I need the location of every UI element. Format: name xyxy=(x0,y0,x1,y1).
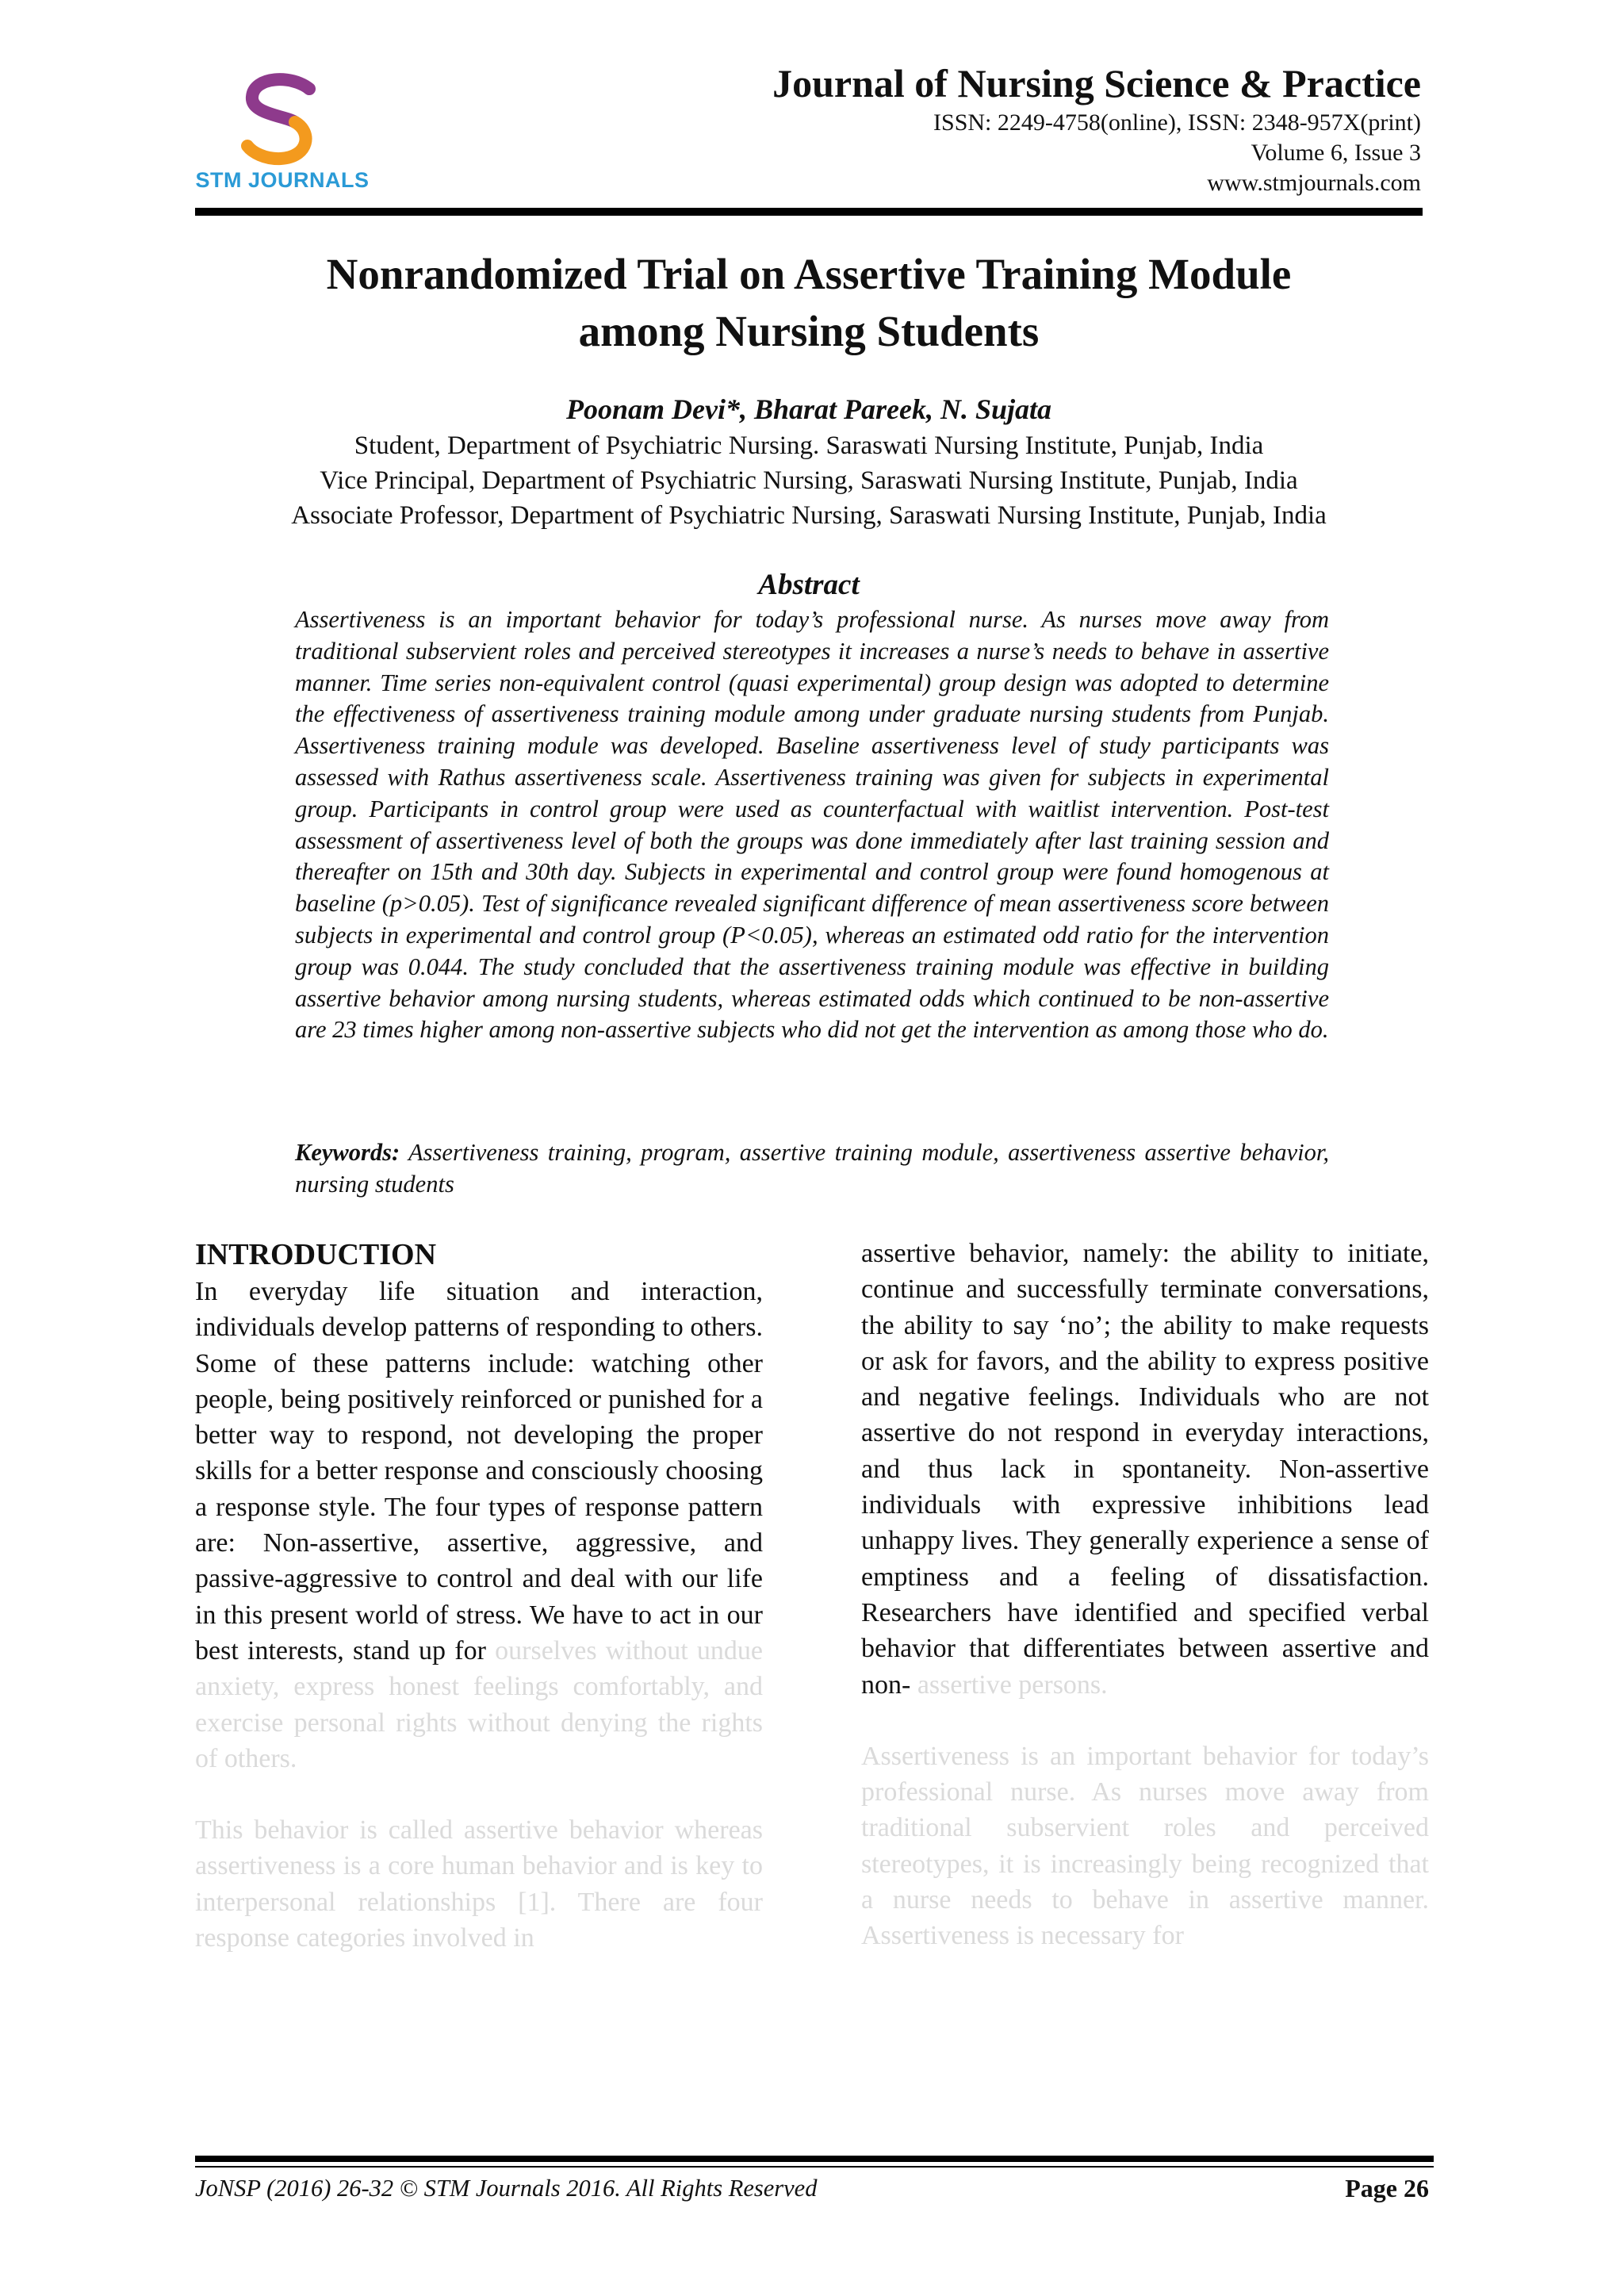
journal-header xyxy=(772,59,1421,198)
abstract-text: Assertiveness is an important behavior for today’s professional nurse. As nurses move away from traditional subservient roles and perceived stereotypes it increases a nurse’s needs to behave in assertive manner. Time series non-equivalent control (quasi experimental) group design was adopted to determine the effectiveness of assertiveness training module among under graduate nursing students from Punjab. Assertiveness training module was developed. Baseline assertiveness level of study participants was assessed with Rathus assertiveness scale. Assertiveness training was given for subjects in experimental group. Participants in control group were used as counterfactual with waitlist intervention. Post-test assessment of assertiveness level of both the groups was done immediately after last training session and thereafter on 15th and 30th day. Subjects in experimental and control group were found homogenous at baseline (p>0.05). Test of significance revealed significant difference of mean assertiveness score between subjects in experimental and control group (P<0.05), whereas an estimated odd ratio for the intervention group was 0.044. The study concluded that the assertiveness training module was effective in building assertive behavior among nursing students, whereas estimated odds which continued to be non-assertive are 23 times higher among non-assertive subjects who did not get the intervention as among those who do. xyxy=(295,606,1329,1044)
left-column xyxy=(195,1236,763,1956)
paper-title-line-2: among Nursing Students xyxy=(578,307,1040,355)
affiliation-3: Associate Professor, Department of Psychiatric Nursing, Saraswati Nursing Institute, Punjab, India xyxy=(291,501,1327,530)
footer-rule xyxy=(195,2156,1434,2162)
journal-website[interactable]: www.stmjournals.com xyxy=(1207,170,1421,196)
journal-title: Journal of Nursing Science & Practice xyxy=(772,61,1421,105)
intro-paragraph-1-faded: ourselves without undue anxiety, express honest feelings comfortably, and exercise personal rights without denying the rights of others. xyxy=(195,1635,763,1773)
affiliation-2: Vice Principal, Department of Psychiatric Nursing, Saraswati Nursing Institute, Punjab, India xyxy=(320,466,1298,495)
intro-paragraph-4-faded: Assertiveness is an important behavior for today’s professional nurse. As nurses move away from traditional subservient roles and perceived stereotypes, it is increasingly being recognized that a nurse needs to behave in assertive manner. Assertiveness is necessary for xyxy=(861,1741,1429,1951)
page-number: Page 26 xyxy=(1345,2174,1429,2202)
intro-paragraph-1 xyxy=(195,1274,763,1777)
intro-paragraph-3 xyxy=(861,1236,1429,1703)
stm-s-logo-icon xyxy=(236,73,328,167)
header-rule xyxy=(195,208,1423,216)
journal-volume: Volume 6, Issue 3 xyxy=(1251,140,1421,166)
paper-title xyxy=(195,246,1423,360)
right-faded-block xyxy=(861,1738,1429,1954)
keywords xyxy=(295,1137,1329,1201)
keywords-label: Keywords: xyxy=(295,1139,400,1166)
paper-title-line-1: Nonrandomized Trial on Assertive Training Module xyxy=(326,250,1292,298)
intro-paragraph-2-faded: This behavior is called assertive behavior whereas assertiveness is a core human behavior and is key to interpersonal relationships [1]. There are four response categories involved in xyxy=(195,1815,763,1953)
intro-paragraph-3-faded: assertive persons. xyxy=(917,1669,1108,1700)
logo-text: STM JOURNALS xyxy=(195,168,370,192)
left-faded-block xyxy=(195,1812,763,1956)
footer-citation: JoNSP (2016) 26-32 © STM Journals 2016. All Rights Reserved xyxy=(195,2175,818,2202)
right-column xyxy=(861,1236,1429,1954)
introduction-heading: INTRODUCTION xyxy=(195,1238,437,1271)
intro-paragraph-3-visible: assertive behavior, namely: the ability to initiate, continue and successfully terminate conversations, the ability to say ‘no’; the ability to make requests or ask for favors, and the ability to express positive and negative feelings. Individuals who are not assertive do not respond in everyday interactions, and thus lack in spontaneity. Non-assertive individuals with expressive inhibitions lead unhappy lives. They generally experience a sense of emptiness and a feeling of dissatisfaction. Researchers have identified and specified verbal behavior that differentiates between assertive and non- xyxy=(861,1239,1429,1700)
intro-paragraph-1-visible: In everyday life situation and interaction, individuals develop patterns of responding to others. Some of these patterns include: watching other people, being positively reinforced or punished for a better way to respond, not developing the proper skills for a better response and consciously choosing a response style. The four types of response pattern are: Non-assertive, assertive, aggressive, and passive-aggressive to control and deal with our life in this present world of stress. We have to act in our best interests, stand up for xyxy=(195,1277,763,1665)
authors: Poonam Devi*, Bharat Pareek, N. Sujata xyxy=(565,393,1052,425)
stm-journals-logo xyxy=(195,73,370,200)
footer-rule-thin xyxy=(195,2166,1434,2168)
abstract-heading: Abstract xyxy=(758,569,860,601)
affiliations xyxy=(195,428,1423,533)
affiliation-1: Student, Department of Psychiatric Nursing. Saraswati Nursing Institute, Punjab, India xyxy=(354,431,1264,460)
keywords-text: Assertiveness training, program, assertive training module, assertiveness assertive behavior, nursing students xyxy=(295,1139,1329,1198)
journal-issn: ISSN: 2249-4758(online), ISSN: 2348-957X(print) xyxy=(933,109,1421,136)
